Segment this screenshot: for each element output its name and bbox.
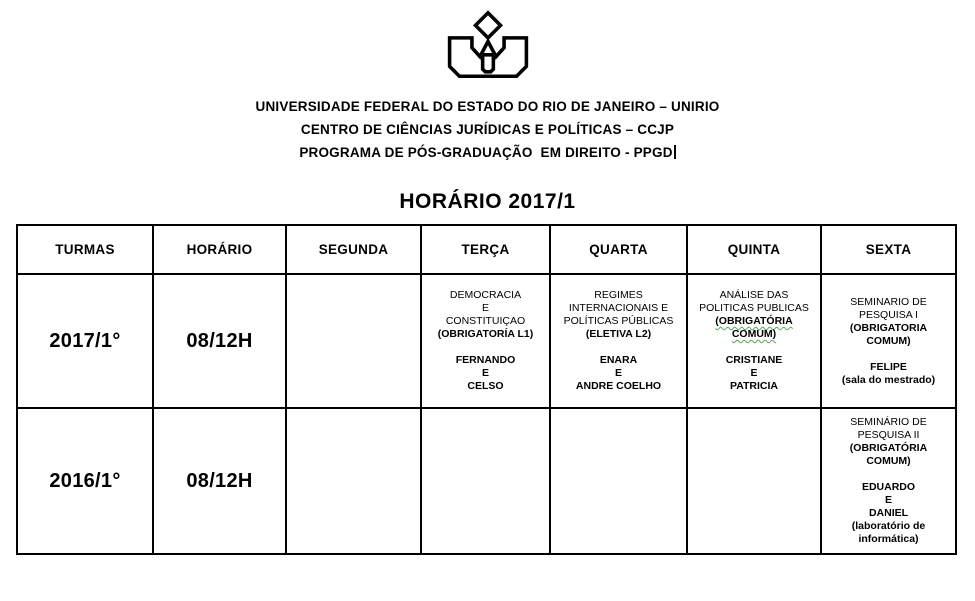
institution-header [0, 95, 975, 164]
column-header-terca[interactable]: TERÇA [421, 225, 550, 274]
logo-container [0, 0, 975, 85]
text-cursor [674, 145, 676, 159]
logo-diamond [475, 13, 500, 38]
unirio-logo-icon [438, 10, 538, 80]
cell-2016-quinta[interactable] [687, 408, 821, 554]
schedule-text-line: EDUARDO [861, 481, 916, 493]
schedule-text-line: INTERNACIONAIS E [568, 302, 669, 314]
schedule-text-line: DANIEL [868, 507, 909, 519]
schedule-text-line: (laboratório de [851, 520, 926, 532]
schedule-text-line: E [750, 367, 758, 379]
schedule-text-line: FERNANDO [455, 354, 516, 366]
schedule-text-line: PATRICIA [729, 380, 779, 392]
column-header-turmas[interactable]: TURMAS [17, 225, 153, 274]
schedule-text-line: PESQUISA II [857, 429, 920, 441]
schedule-text-line: E [614, 367, 622, 379]
schedule-text-line: (OBRIGATORÍA L1) [437, 328, 534, 340]
column-header-horario[interactable]: HORÁRIO [153, 225, 286, 274]
cell-2016-terca[interactable] [421, 408, 550, 554]
schedule-text-line: ENARA [599, 354, 638, 366]
schedule-header-row [17, 225, 956, 274]
schedule-text-line: CELSO [467, 380, 504, 392]
schedule-text-line: E [481, 302, 489, 314]
schedule-text-line: ANDRE COELHO [575, 380, 662, 392]
schedule-text-line: PESQUISA I [859, 308, 918, 321]
schedule-text-line: (ELETIVA L2) [585, 328, 652, 340]
schedule-row-2016-1 [17, 408, 956, 554]
institution-line-1[interactable] [0, 95, 975, 118]
schedule-text-line: COMUM) [866, 334, 911, 347]
schedule-text-line: FELIPE [870, 360, 907, 373]
page-title: HORÁRIO 2017/1 [399, 190, 576, 213]
schedule-table [16, 224, 957, 555]
cell-2016-horario[interactable]: 08/12H [153, 408, 286, 554]
institution-line-3-text: PROGRAMA DE PÓS-GRADUAÇÃO EM DIREITO - PPGD [299, 145, 673, 160]
cell-2016-quarta[interactable] [550, 408, 687, 554]
schedule-text-line: DEMOCRACIA [449, 289, 522, 301]
schedule-text-line: E [884, 494, 892, 506]
cell-2016-turma[interactable]: 2016/1° [17, 408, 153, 554]
schedule-text-line: SEMINÁRIO DE [850, 416, 927, 428]
schedule-text-line: SEMINARIO DE [850, 295, 927, 308]
schedule-text-line: REGIMES [594, 289, 643, 301]
schedule-text-line: ANÁLISE DAS [719, 289, 789, 301]
schedule-text-line: COMUM) [866, 455, 911, 467]
schedule-text-line: POLÍTICAS PÚBLICAS [563, 315, 674, 327]
schedule-text-line: informática) [858, 533, 919, 545]
schedule-text-line: COMUM) [731, 328, 777, 340]
institution-line-1-text: UNIVERSIDADE FEDERAL DO ESTADO DO RIO DE JANEIRO – UNIRIO [255, 99, 720, 114]
cell-2016-segunda[interactable] [286, 408, 421, 554]
schedule-text-line: (sala do mestrado) [841, 373, 936, 386]
column-header-sexta[interactable]: SEXTA [821, 225, 956, 274]
schedule-text-line: (OBRIGATORIA [849, 321, 928, 334]
institution-line-2[interactable] [0, 118, 975, 141]
schedule-text-line: CRISTIANE [725, 354, 783, 366]
schedule-row-2017-1 [17, 274, 956, 408]
schedule-text-line: E [481, 367, 489, 379]
schedule-text-line: POLITICAS PUBLICAS [699, 302, 809, 314]
column-header-quarta[interactable]: QUARTA [550, 225, 687, 274]
cell-2017-horario[interactable]: 08/12H [153, 274, 286, 408]
cell-2017-quarta[interactable] [550, 274, 687, 408]
institution-line-2-text: CENTRO DE CIÊNCIAS JURÍDICAS E POLÍTICAS – CCJP [300, 122, 675, 137]
schedule-text-line: (OBRIGATÓRIA [849, 442, 928, 454]
cell-2017-turma[interactable]: 2017/1° [17, 274, 153, 408]
cell-2017-quinta[interactable] [687, 274, 821, 408]
column-header-segunda[interactable]: SEGUNDA [286, 225, 421, 274]
institution-line-3[interactable] [0, 141, 975, 164]
cell-2016-sexta[interactable] [821, 408, 956, 554]
cell-2017-segunda[interactable] [286, 274, 421, 408]
schedule-text-line: CONSTITUIÇAO [445, 315, 526, 327]
schedule-text-line: (OBRIGATÓRIA [715, 315, 793, 327]
cell-2017-sexta[interactable] [821, 274, 956, 408]
cell-2017-terca[interactable] [421, 274, 550, 408]
logo-u-shape [449, 38, 526, 76]
column-header-quinta[interactable]: QUINTA [687, 225, 821, 274]
